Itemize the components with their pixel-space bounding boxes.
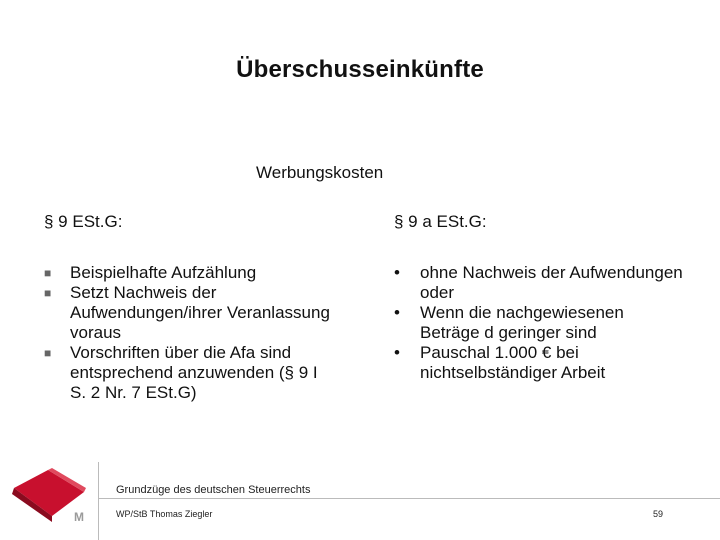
list-item xyxy=(44,343,334,403)
list-item-text: Setzt Nachweis der Aufwendungen/ihrer Veranlassung voraus xyxy=(70,283,330,342)
list-item xyxy=(394,343,684,383)
footer-vertical-divider xyxy=(98,462,99,540)
list-item-text: Vorschriften über die Afa sind entsprechend anzuwenden (§ 9 I S. 2 Nr. 7 ESt.G) xyxy=(70,343,318,402)
list-item xyxy=(394,263,684,303)
dot-bullet-icon: • xyxy=(394,343,400,362)
slide-subtitle: Werbungskosten xyxy=(256,163,384,182)
right-column-heading: § 9 a ESt.G: xyxy=(394,212,487,231)
left-bullet-list xyxy=(44,263,334,403)
square-bullet-icon: ■ xyxy=(44,286,52,300)
footer-author: WP/StB Thomas Ziegler xyxy=(116,509,213,519)
square-bullet-icon: ■ xyxy=(44,266,52,280)
logo-letter: M xyxy=(74,510,84,524)
dot-bullet-icon: • xyxy=(394,303,400,322)
right-bullet-list xyxy=(394,263,684,383)
footer-course-title: Grundzüge des deutschen Steuerrechts xyxy=(116,484,311,496)
list-item-text: ohne Nachweis der Aufwendungen oder xyxy=(420,263,683,302)
dot-bullet-icon: • xyxy=(394,263,400,282)
list-item-text: Beispielhafte Aufzählung xyxy=(70,263,257,282)
list-item-text: Wenn die nachgewiesenen Beträge d geringer sind xyxy=(420,303,624,342)
list-item-text: Pauschal 1.000 € bei nichtselbständiger Arbeit xyxy=(420,343,606,382)
page-number: 59 xyxy=(653,509,664,519)
list-item xyxy=(44,263,334,283)
slide-title: Überschusseinkünfte xyxy=(236,56,484,83)
footer-horizontal-divider xyxy=(98,498,720,499)
left-column-heading: § 9 ESt.G: xyxy=(44,212,123,231)
list-item xyxy=(44,283,334,343)
university-cube-logo-icon xyxy=(8,466,94,524)
list-item xyxy=(394,303,684,343)
square-bullet-icon: ■ xyxy=(44,346,52,360)
